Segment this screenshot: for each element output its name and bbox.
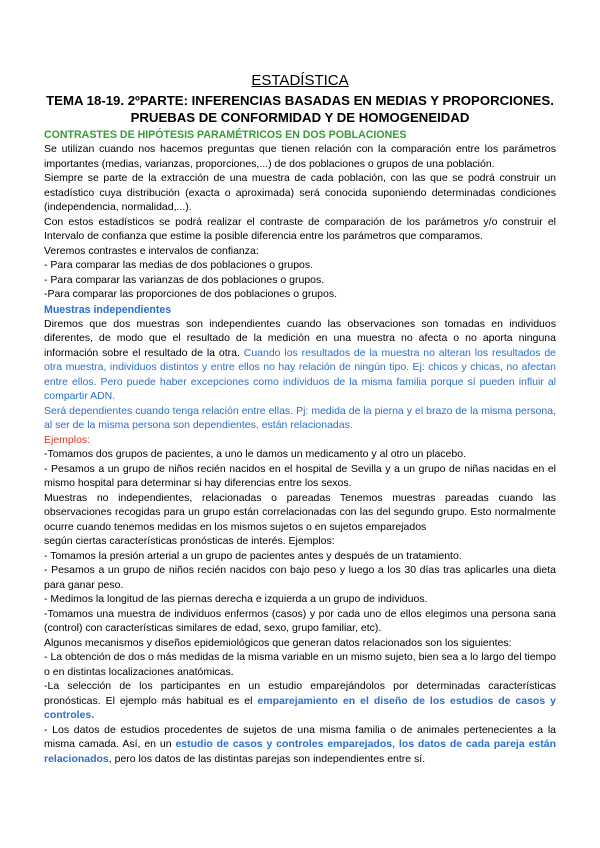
independent-text: Diremos que dos muestras son independientes cuando las observaciones son tomadas en individuos diferentes, de modo que el resultado de la medición en una muestra no afecta o no aporta ninguna información sobre el resultado de la otra. (44, 317, 556, 359)
intro-list-item: - Para comparar las varianzas de dos poblaciones o grupos. (44, 273, 325, 286)
subtitle-line-2: PRUEBAS DE CONFORMIDAD Y DE HOMOGENEIDAD (130, 110, 470, 125)
datos-text: - Los datos de estudios procedentes de sujetos de una misma familia o de animales pertenecientes a la misma camada. Así, en un (44, 723, 556, 750)
mechanism-item (44, 679, 556, 723)
example-item: -Tomamos dos grupos de pacientes, a uno le damos un medicamento y al otro un placebo. (44, 448, 466, 460)
subtitle-line-1: TEMA 18-19. 2ºPARTE: INFERENCIAS BASADAS EN MEDIAS Y PROPORCIONES. (46, 93, 554, 108)
document-title: ESTADÍSTICA (251, 72, 349, 89)
examples-label: Ejemplos: (44, 433, 91, 446)
example-item: - Pesamos a un grupo de niños recién nacidos en el hospital de Sevilla y a un grupo de niñas nacidas en el mismo hospital para determinar si hay diferencias entre los sexos. (44, 462, 556, 489)
example-item: - Medimos la longitud de las piernas derecha e izquierda a un grupo de individuos. (44, 593, 428, 605)
mechanisms-intro: Algunos mecanismos y diseños epidemiológicos que generan datos relacionados son los siguientes: (44, 636, 512, 649)
sub-heading: Muestras independientes (44, 303, 172, 316)
section-heading: CONTRASTES DE HIPÓTESIS PARAMÉTRICOS EN DOS POBLACIONES (44, 129, 407, 141)
example-item: - Pesamos a un grupo de niños recién nacidos con bajo peso y luego a los 30 días tras aplicarles una dieta para ganar peso. (44, 564, 556, 591)
intro-list-item: - Para comparar las medias de dos poblaciones o grupos. (44, 259, 314, 271)
example-item: - Tomamos la presión arterial a un grupo de pacientes antes y después de un tratamiento. (44, 549, 462, 562)
mechanism-item (44, 723, 556, 767)
dependent-note: Será dependientes cuando tenga relación entre ellas. Pj: medida de la pierna y el brazo de la misma persona, al ser de la misma persona son dependientes, están relacionadas. (44, 404, 556, 431)
paired-paragraph: Muestras no independientes, relacionadas o pareadas Tenemos muestras pareadas cuando las observaciones recogidas para un grupo están correlacionadas con las del segundo grupo. Esto normalmente ocurre cuando tenemos medidas en los mismos sujetos o en sujetos emparejados (44, 491, 556, 533)
seleccion-highlight: emparejamiento en el diseño de los estudios de casos y controles. (44, 694, 557, 721)
paired-paragraph-cont: según ciertas características pronósticas de interés. Ejemplos: (44, 535, 335, 547)
mechanism-item: - La obtención de dos o más medidas de la misma variable en un mismo sujeto, bien sea a lo largo del tiempo o en distintas localizaciones anatómicas. (44, 651, 556, 678)
seleccion-text: -La selección de los participantes en un estudio emparejándolos por determinadas características pronósticas. El ejemplo más habitual es el (44, 680, 556, 707)
datos-highlight: estudio de casos y controles emparejados, los datos de cada pareja están relacionados (44, 738, 556, 765)
datos-text-end: , pero los datos de las distintas parejas son independientes entre sí. (108, 752, 426, 765)
intro-list-item: -Para comparar las proporciones de dos poblaciones o grupos. (44, 288, 338, 300)
intro-paragraph: Siempre se parte de la extracción de una muestra de cada población, con las que se podrá construir un estadístico cuya distribución (exacta o aproximada) será conocida suponiendo determinadas condiciones (independencia, normalidad,...). (44, 172, 556, 213)
intro-paragraph: Con estos estadísticos se podrá realizar el contraste de comparación de los parámetros y/o construir el Intervalo de confianza que estime la posible diferencia entre los parámetros que comparamos. (44, 215, 556, 242)
independent-note: Cuando los resultados de la muestra no alteran los resultados de otra muestra, individuos distintos y entre ellos no hay relación de ningún tipo. Ej: chicos y chicas, no afectan entre ellos. Pero puede haber excepciones como individuos de la misma familia porque sí pueden influir al compartir ADN. (44, 346, 556, 402)
intro-paragraph: Se utilizan cuando nos hacemos preguntas que tienen relación con la comparación entre los parámetros importantes (medias, varianzas, proporciones,...) de dos poblaciones o grupos de una población. (44, 143, 556, 170)
independent-paragraph (44, 317, 556, 404)
example-item: -Tomamos una muestra de individuos enfermos (casos) y por cada uno de ellos elegimos una persona sana (control) con características similares de edad, sexo, grupo familiar, etc). (44, 607, 556, 634)
intro-paragraph: Veremos contrastes e intervalos de confianza: (44, 244, 259, 257)
